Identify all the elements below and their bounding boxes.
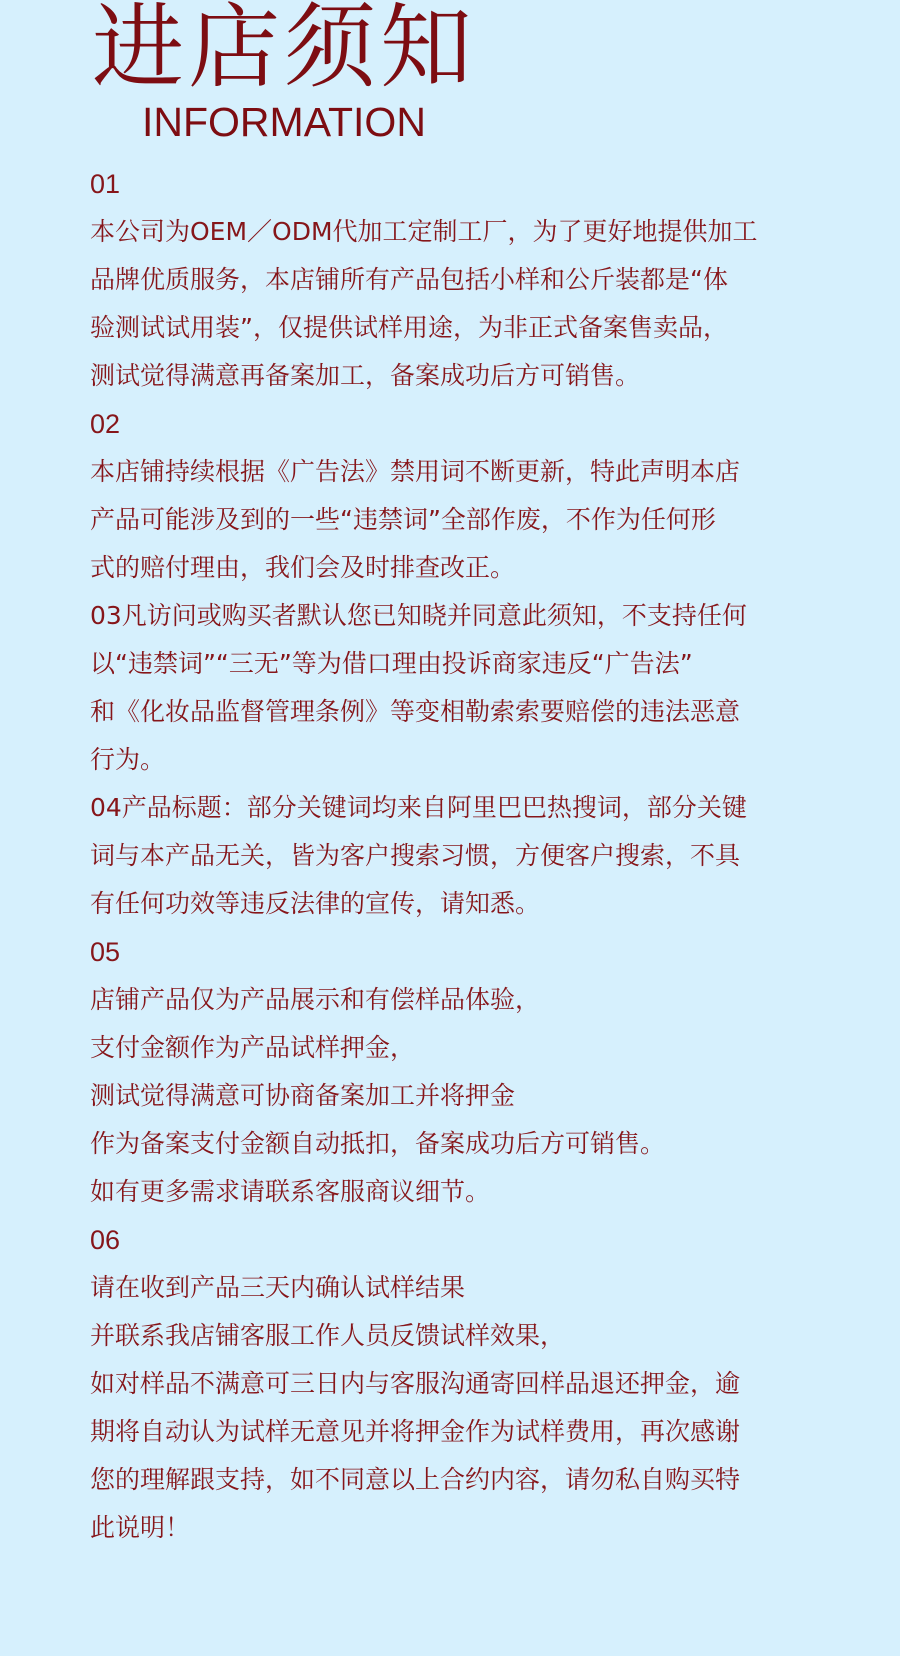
text-line: 03凡访问或购买者默认您已知晓并同意此须知，不支持任何: [90, 601, 747, 630]
notice-content: [90, 160, 830, 1552]
section-number-01: 01: [90, 169, 121, 199]
text-line: 验测试试用装”，仅提供试样用途，为非正式备案售卖品，: [90, 313, 728, 342]
section-number-05: 05: [90, 937, 121, 967]
text-line: 以“违禁词”“三无”等为借口理由投诉商家违反“广告法”: [90, 649, 693, 678]
text-line: 请在收到产品三天内确认试样结果: [90, 1273, 466, 1302]
section-number-06: 06: [90, 1225, 121, 1255]
text-line: 品牌优质服务，本店铺所有产品包括小样和公斤装都是“体: [90, 265, 728, 294]
text-line: 测试觉得满意可协商备案加工并将押金: [90, 1081, 516, 1110]
page-title: 进店须知: [92, 0, 477, 101]
text-line: 测试觉得满意再备案加工，备案成功后方可销售。: [90, 361, 641, 390]
text-line: 词与本产品无关，皆为客户搜索习惯，方便客户搜索，不具: [90, 841, 741, 870]
page-subtitle: INFORMATION: [142, 99, 426, 145]
text-line: 有任何功效等违反法律的宣传，请知悉。: [90, 889, 541, 918]
text-line: 04产品标题：部分关键词均来自阿里巴巴热搜词，部分关键: [90, 793, 747, 822]
text-line: 店铺产品仅为产品展示和有偿样品体验，: [90, 985, 541, 1014]
text-line: 作为备案支付金额自动抵扣，备案成功后方可销售。: [90, 1129, 666, 1158]
text-line: 如对样品不满意可三日内与客服沟通寄回样品退还押金，逾: [90, 1369, 741, 1398]
text-line: 支付金额作为产品试样押金，: [90, 1033, 416, 1062]
text-line: 您的理解跟支持，如不同意以上合约内容，请勿私自购买特: [90, 1465, 741, 1494]
text-line: 并联系我店铺客服工作人员反馈试样效果，: [90, 1321, 566, 1350]
text-line: 此说明！: [90, 1513, 191, 1542]
text-line: 产品可能涉及到的一些“违禁词”全部作废，不作为任何形: [90, 505, 716, 534]
text-line: 本公司为OEM／ODM代加工定制工厂，为了更好地提供加工: [90, 217, 758, 246]
section-number-02: 02: [90, 409, 121, 439]
text-line: 式的赔付理由，我们会及时排查改正。: [90, 553, 516, 582]
text-line: 和《化妆品监督管理条例》等变相勒索索要赔偿的违法恶意: [90, 697, 741, 726]
text-line: 期将自动认为试样无意见并将押金作为试样费用，再次感谢: [90, 1417, 741, 1446]
text-line: 本店铺持续根据《广告法》禁用词不断更新，特此声明本店: [90, 457, 741, 486]
text-line: 如有更多需求请联系客服商议细节。: [90, 1177, 491, 1206]
text-line: 行为。: [90, 745, 166, 774]
